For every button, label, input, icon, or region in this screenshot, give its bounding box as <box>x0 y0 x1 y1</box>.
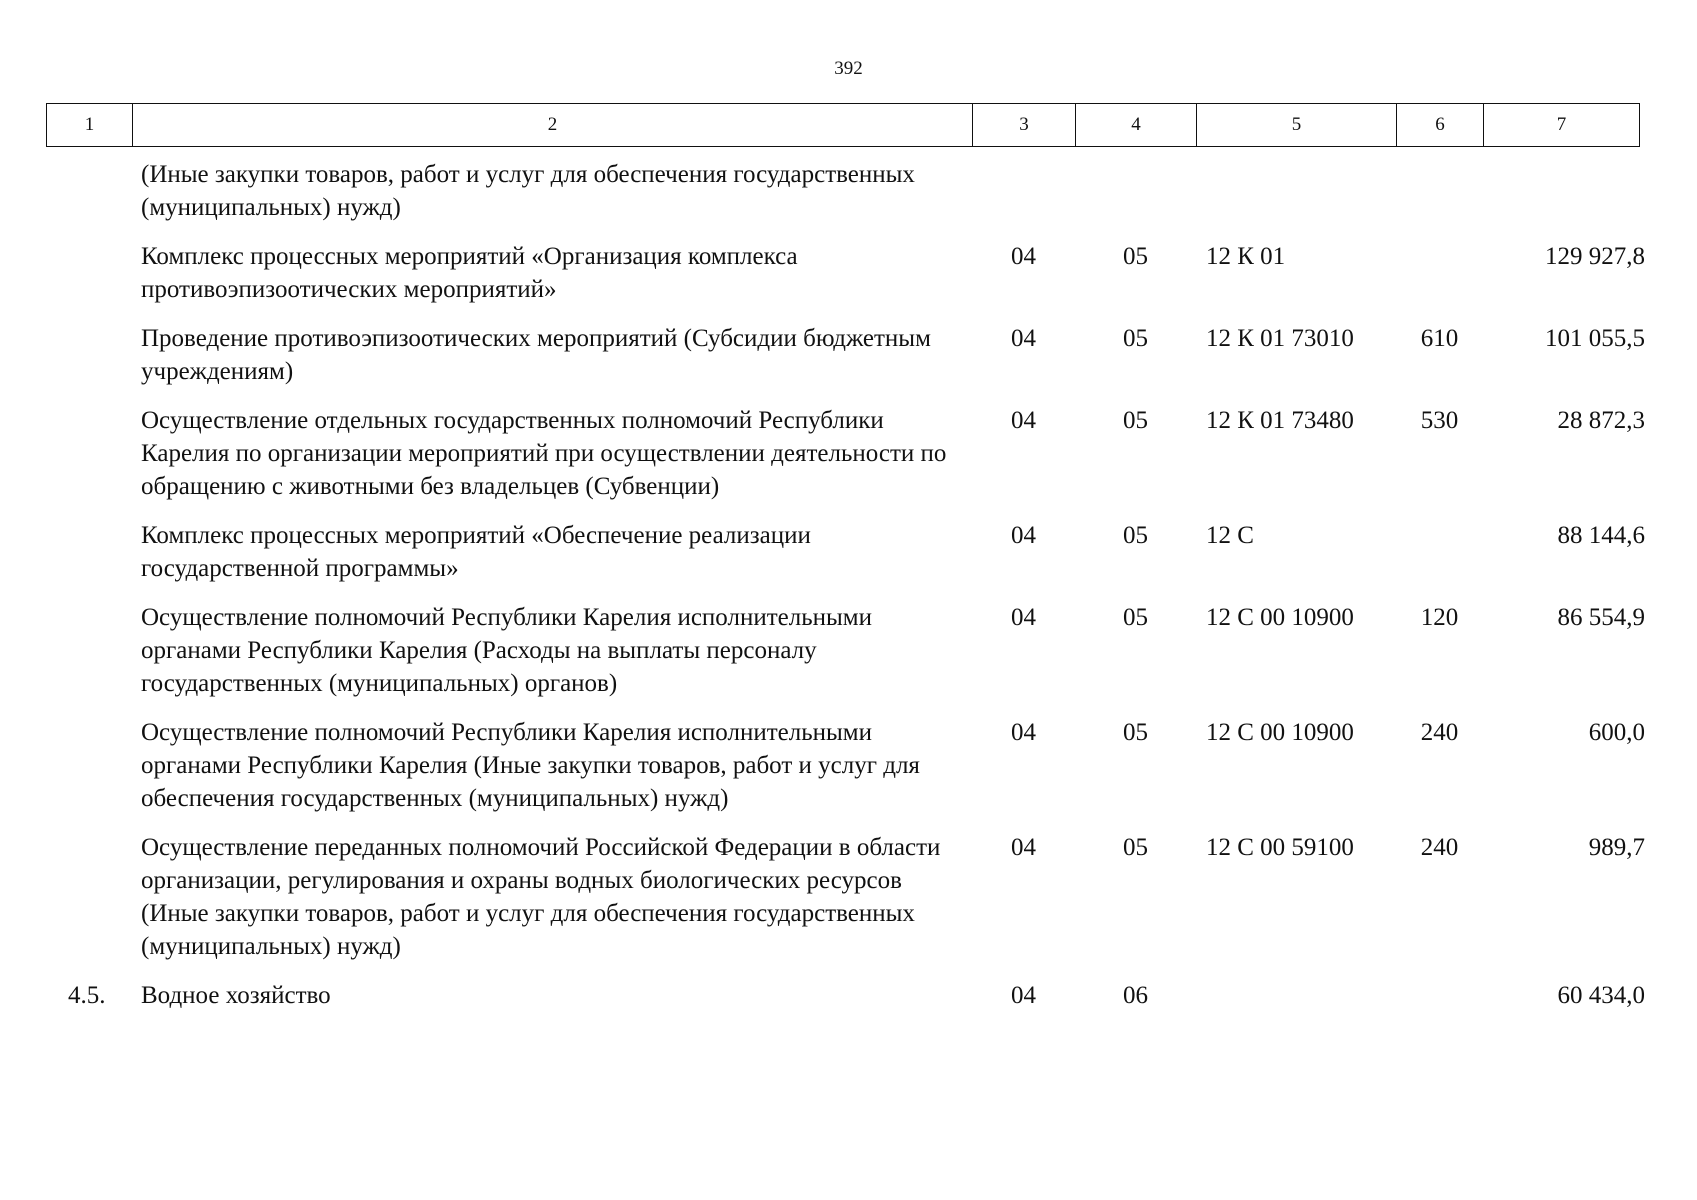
header-col-5: 5 <box>1197 104 1397 147</box>
row-pr: 05 <box>1123 522 1148 549</box>
row-rz: 04 <box>1011 604 1036 631</box>
page-number: 392 <box>834 58 863 79</box>
table-row <box>46 519 1645 585</box>
row-vr: 240 <box>1420 834 1459 861</box>
row-pr: 05 <box>1123 325 1148 352</box>
row-csr: 12 К 01 73010 <box>1206 325 1354 352</box>
row-name: Комплекс процессных мероприятий «Организация комплекса противоэпизоотических мероприятий» <box>141 243 798 303</box>
header-col-1: 1 <box>47 104 133 147</box>
row-rz: 04 <box>1011 325 1036 352</box>
row-rz: 04 <box>1011 719 1036 746</box>
row-vr <box>1396 519 1483 585</box>
row-sum <box>1483 158 1653 224</box>
row-sum: 101 055,5 <box>1545 325 1645 352</box>
row-name: Осуществление переданных полномочий Российской Федерации в области организации, регулирования и охраны водных биологических ресурсов (Иные закупки товаров, работ и услуг для обеспечения государственных (муниципальных) нужд) <box>141 834 941 960</box>
row-csr: 12 С <box>1206 522 1254 549</box>
table-row <box>46 404 1645 503</box>
row-pr: 05 <box>1123 604 1148 631</box>
row-sum: 989,7 <box>1588 834 1645 861</box>
row-sum: 88 144,6 <box>1557 522 1645 549</box>
row-vr: 240 <box>1420 719 1459 746</box>
row-vr <box>1396 158 1483 224</box>
row-pr: 05 <box>1123 407 1148 434</box>
row-vr: 530 <box>1420 407 1459 434</box>
row-sum: 600,0 <box>1588 719 1645 746</box>
header-col-3: 3 <box>973 104 1076 147</box>
table-row <box>46 158 1639 224</box>
row-vr <box>1396 240 1483 306</box>
header-col-4: 4 <box>1076 104 1197 147</box>
row-csr: 12 К 01 <box>1206 243 1286 270</box>
row-csr: 12 К 01 73480 <box>1206 407 1354 434</box>
row-rz: 04 <box>1011 407 1036 434</box>
row-sum: 60 434,0 <box>1557 982 1645 1009</box>
row-rz: 04 <box>1011 982 1036 1009</box>
row-csr: 12 С 00 10900 <box>1206 604 1354 631</box>
row-csr <box>1196 979 1396 1012</box>
column-number-header <box>46 103 1640 147</box>
table-row <box>46 831 1645 963</box>
row-name: (Иные закупки товаров, работ и услуг для обеспечения государственных (муниципальных) нужд) <box>141 161 915 221</box>
row-name: Осуществление полномочий Республики Карелия исполнительными органами Республики Карелия (Иные закупки товаров, работ и услуг для обеспечения государственных (муниципальных) нужд) <box>141 719 920 812</box>
row-number: 4.5. <box>68 982 106 1009</box>
row-name: Водное хозяйство <box>141 982 331 1009</box>
row-rz: 04 <box>1011 834 1036 861</box>
row-name: Осуществление отдельных государственных полномочий Республики Карелия по организации мероприятий при осуществлении деятельности по обращению с животными без владельцев (Субвенции) <box>141 407 947 500</box>
row-name: Комплекс процессных мероприятий «Обеспечение реализации государственной программы» <box>141 522 811 582</box>
header-col-7: 7 <box>1484 104 1640 147</box>
row-csr: 12 С 00 10900 <box>1206 719 1354 746</box>
row-sum: 86 554,9 <box>1557 604 1645 631</box>
header-col-6: 6 <box>1397 104 1484 147</box>
table-body <box>46 158 1645 1028</box>
table-row <box>46 716 1645 815</box>
row-pr: 05 <box>1123 834 1148 861</box>
row-csr <box>1196 158 1396 224</box>
row-rz: 04 <box>1011 243 1036 270</box>
row-pr: 05 <box>1123 719 1148 746</box>
row-rz: 04 <box>1011 522 1036 549</box>
row-pr: 05 <box>1123 243 1148 270</box>
row-name: Осуществление полномочий Республики Карелия исполнительными органами Республики Карелия (Расходы на выплаты персоналу государственных (муниципальных) органов) <box>141 604 872 697</box>
row-name: Проведение противоэпизоотических мероприятий (Субсидии бюджетным учреждениям) <box>141 325 931 385</box>
row-sum: 129 927,8 <box>1545 243 1645 270</box>
table-row <box>46 322 1645 388</box>
row-pr: 06 <box>1123 982 1148 1009</box>
table-row <box>46 240 1645 306</box>
row-rz <box>972 158 1075 224</box>
row-csr: 12 С 00 59100 <box>1206 834 1354 861</box>
row-pr <box>1075 158 1196 224</box>
table-row <box>46 601 1645 700</box>
header-col-2: 2 <box>133 104 973 147</box>
row-vr: 610 <box>1420 325 1459 352</box>
row-sum: 28 872,3 <box>1557 407 1645 434</box>
row-vr: 120 <box>1420 604 1459 631</box>
row-vr <box>1396 979 1483 1012</box>
table-row <box>46 979 1645 1012</box>
